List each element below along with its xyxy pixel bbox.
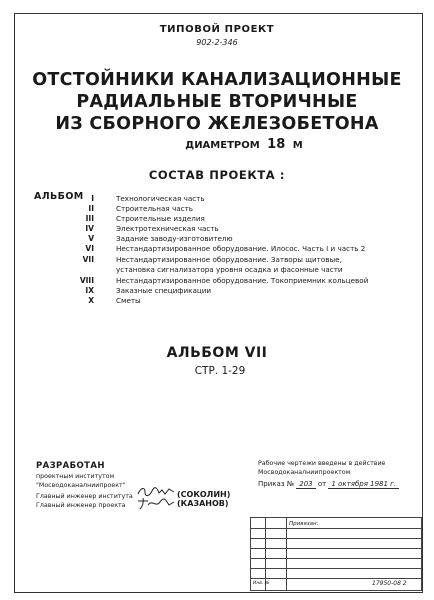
chief-engineer-institute-label: Главный инженер института: [36, 493, 133, 500]
approval-line-1: Рабочие чертежи введены в действие: [258, 460, 386, 467]
title-line-1: ОТСТОЙНИКИ КАНАЛИЗАЦИОННЫЕ: [32, 70, 402, 90]
chief-engineer-institute-name: (СОКОЛИН): [177, 490, 231, 499]
signature-project-engineer: [136, 497, 176, 510]
order-from: от: [317, 480, 327, 488]
approval-line-2: Мосводоканалниипроектом: [258, 469, 351, 476]
title-line-2: РАДИАЛЬНЫЕ ВТОРИЧНЫЕ: [76, 92, 358, 112]
stamp-label: Привязан:: [289, 521, 319, 527]
stamp-divider: [251, 528, 421, 529]
album-title: АЛЬБОМ VII: [166, 345, 268, 361]
volume-number: IX: [85, 286, 94, 295]
order-number: 203: [296, 480, 315, 489]
album-word: АЛЬБОМ: [34, 191, 84, 202]
order-label: Приказ №: [258, 480, 295, 488]
developer-line-1: проектным институтом: [36, 473, 115, 480]
volume-title: Электротехническая часть: [116, 224, 219, 233]
title-line-3: ИЗ СБОРНОГО ЖЕЛЕЗОБЕТОНА: [55, 114, 379, 134]
volume-title: Сметы: [116, 296, 141, 305]
diameter-label: ДИАМЕТРОМ: [185, 140, 260, 151]
stamp-divider: [251, 558, 421, 559]
diameter-line: [0, 137, 434, 152]
diameter-unit: М: [292, 140, 303, 151]
volume-number: I: [91, 194, 94, 203]
chief-engineer-project-label: Главный инженер проекта: [36, 502, 126, 509]
chief-engineer-project-name: (КАЗАНОВ): [177, 499, 229, 508]
volume-number: V: [88, 234, 94, 243]
volume-number: X: [88, 296, 94, 305]
volume-number: VI: [85, 244, 94, 253]
stamp-divider: [251, 548, 421, 549]
developer-heading: РАЗРАБОТАН: [36, 461, 105, 471]
stamp-divider: [251, 578, 421, 579]
stamp-divider: [251, 568, 421, 569]
volume-number: VII: [82, 255, 94, 264]
developer-line-2: "Мосводоканалниипроект": [36, 482, 126, 489]
document-code: 17950-08 2: [372, 580, 407, 587]
composition-heading: СОСТАВ ПРОЕКТА :: [148, 168, 286, 182]
volume-number: VIII: [79, 276, 94, 285]
volume-title: Нестандартизированное оборудование. Затворы щитовые,: [116, 255, 342, 264]
volume-title: Нестандартизированное оборудование. Токоприемник кольцевой: [116, 276, 369, 285]
stamp-divider: [251, 538, 421, 539]
volume-title-continuation: установка сигнализатора уровня осадка и фасонные части: [116, 265, 343, 274]
volume-title: Нестандартизированное оборудование. Илосос. Часть I и часть 2: [116, 244, 366, 253]
volume-title: Технологическая часть: [116, 194, 205, 203]
volume-title: Заказные спецификации: [116, 286, 212, 295]
project-label: ТИПОВОЙ ПРОЕКТ: [159, 24, 275, 35]
volume-title: Задание заводу-изготовителю: [116, 234, 233, 243]
volume-title: Строительная часть: [116, 204, 194, 213]
page-range: СТР. 1-29: [194, 365, 246, 377]
volume-number: II: [88, 204, 94, 213]
volume-title: Строительные изделия: [116, 214, 205, 223]
volume-number: IV: [85, 224, 94, 233]
project-number: 902-2-346: [196, 38, 238, 47]
stamp-inventory: Инв. №: [253, 581, 270, 586]
order-row: [258, 480, 399, 488]
volume-number: III: [85, 214, 94, 223]
order-date: 1 октября 1981 г.: [328, 480, 399, 489]
diameter-value: 18: [267, 137, 286, 152]
